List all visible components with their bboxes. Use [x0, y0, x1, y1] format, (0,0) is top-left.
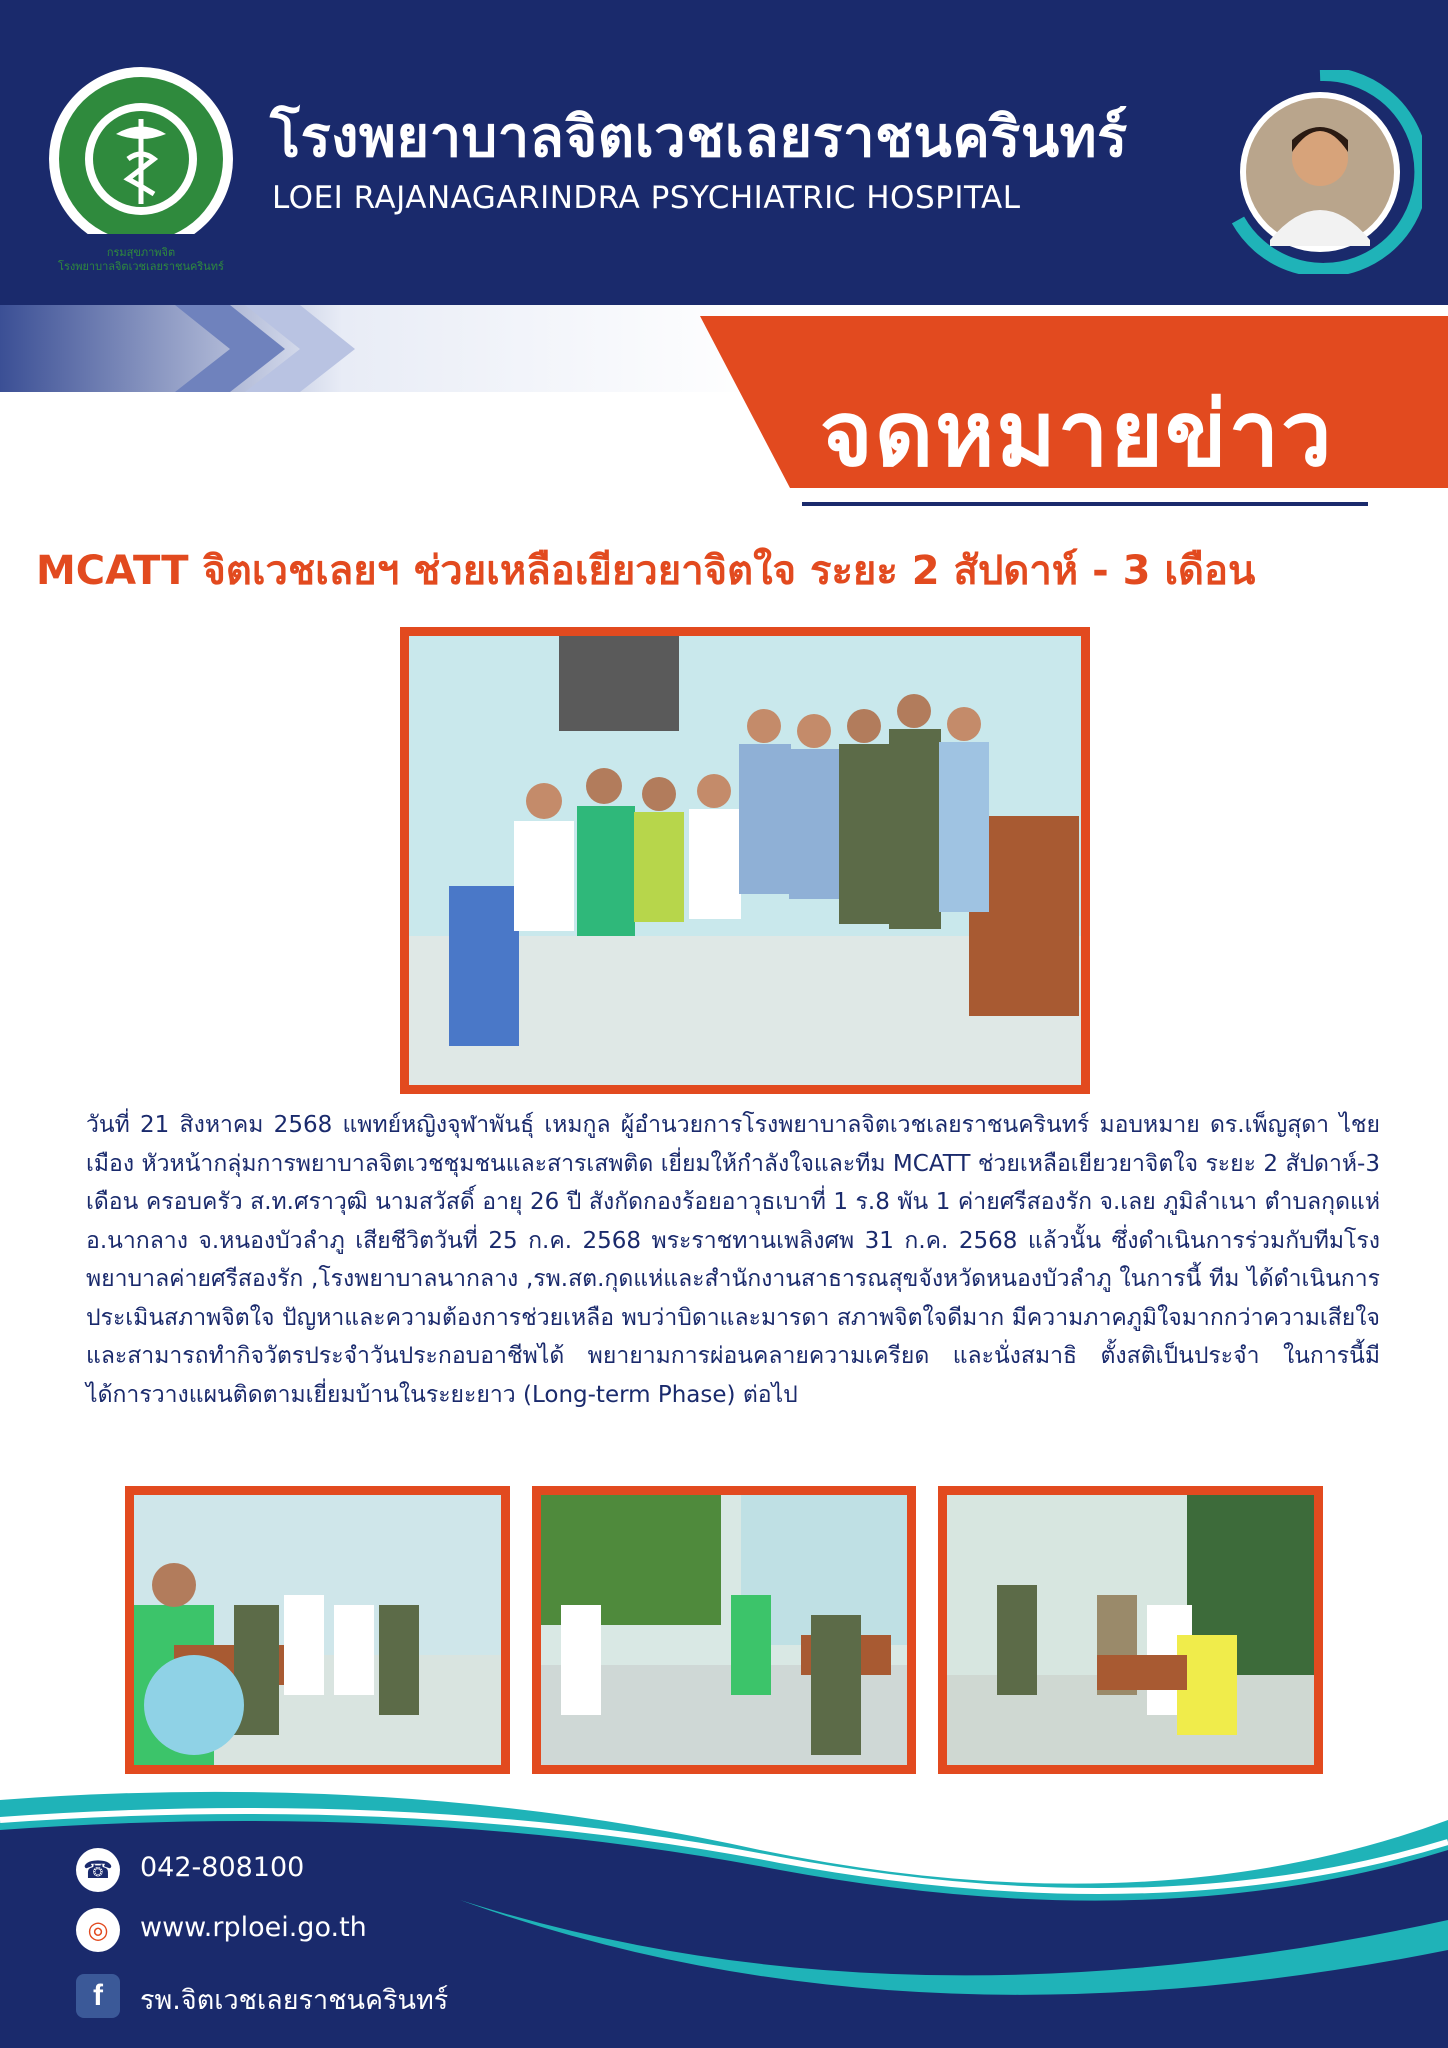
- header-bar: [0, 0, 1448, 305]
- globe-icon: ◎: [76, 1908, 120, 1952]
- phone-number: 042-808100: [140, 1852, 305, 1883]
- hospital-name-thai: โรงพยาบาลจิตเวชเลยราชนครินทร์: [270, 105, 1128, 170]
- website-url: www.rploei.go.th: [140, 1912, 367, 1943]
- website-contact[interactable]: [76, 1908, 576, 1956]
- main-group-photo: [400, 627, 1090, 1094]
- facebook-page-name: รพ.จิตเวชเลยราชนครินทร์: [140, 1985, 449, 2016]
- logo-caption: กรมสุขภาพจิต โรงพยาบาลจิตเวชเลยราชนครินทร์: [58, 246, 224, 273]
- banner-underline: [802, 502, 1368, 506]
- thumbnail-photo-2: [532, 1486, 916, 1774]
- article-body: วันที่ 21 สิงหาคม 2568 แพทย์หญิงจุฬาพันธุ์ เหมกูล ผู้อำนวยการโรงพยาบาลจิตเวชเลยราชนครินทร์ มอบหมาย ดร.เพ็ญสุดา ไชยเมือง หัวหน้ากลุ่มการพยาบาลจิตเวชชุมชนและสารเสพติด เยี่ยมให้กำลังใจและทีม MCATT ช่วยเหลือเยียวยาจิตใจ ระยะ 2 สัปดาห์-3 เดือน ครอบครัว ส.ท.ศราวุฒิ นามสวัสดิ์ อายุ 26 ปี สังกัดกองร้อยอาวุธเบาที่ 1 ร.8 พัน 1 ค่ายศรีสองรัก จ.เลย ภูมิลำเนา ตำบลกุดแห่ อ.นากลาง จ.หนองบัวลำภู เสียชีวิตวันที่ 25 ก.ค. 2568 พระราชทานเพลิงศพ 31 ก.ค. 2568 แล้วนั้น ซึ่งดำเนินการร่วมกับทีมโรงพยาบาลค่ายศรีสองรัก ,โรงพยาบาลนากลาง ,รพ.สต.กุดแห่และสำนักงานสาธารณสุขจังหวัดหนองบัวลำภู ในการนี้ ทีม ได้ดำเนินการประเมินสภาพจิตใจ ปัญหาและความต้องการช่วยเหลือ พบว่าบิดาและมารดา สภาพจิตใจดีมาก มีความภาคภูมิใจมากกว่าความเสียใจ และสามารถทำกิจวัตรประจำวันประกอบอาชีพได้ พยายามการผ่อนคลายความเครียด และนั่งสมาธิ ตั้งสติเป็นประจำ ในการนี้มีได้การวางแผนติดตามเยี่ยมบ้านในระยะยาว (Long-term Phase) ต่อไป: [86, 1112, 1380, 1408]
- headline: MCATT จิตเวชเลยฯ ช่วยเหลือเยียวยาจิตใจ ระยะ 2 สัปดาห์ - 3 เดือน: [36, 548, 1256, 594]
- facebook-icon: f: [76, 1974, 120, 2018]
- phone-contact[interactable]: [76, 1848, 576, 1896]
- facebook-contact[interactable]: [76, 1974, 576, 2022]
- hospital-name-english: LOEI RAJANAGARINDRA PSYCHIATRIC HOSPITAL: [272, 180, 1021, 216]
- thumbnail-photo-3: [938, 1486, 1323, 1774]
- phone-icon: ☎: [76, 1848, 120, 1892]
- newsletter-label: จดหมายข่าว: [820, 382, 1334, 487]
- ministry-logo: [46, 44, 236, 234]
- director-portrait: [1218, 70, 1422, 274]
- thumbnail-photo-1: [125, 1486, 510, 1774]
